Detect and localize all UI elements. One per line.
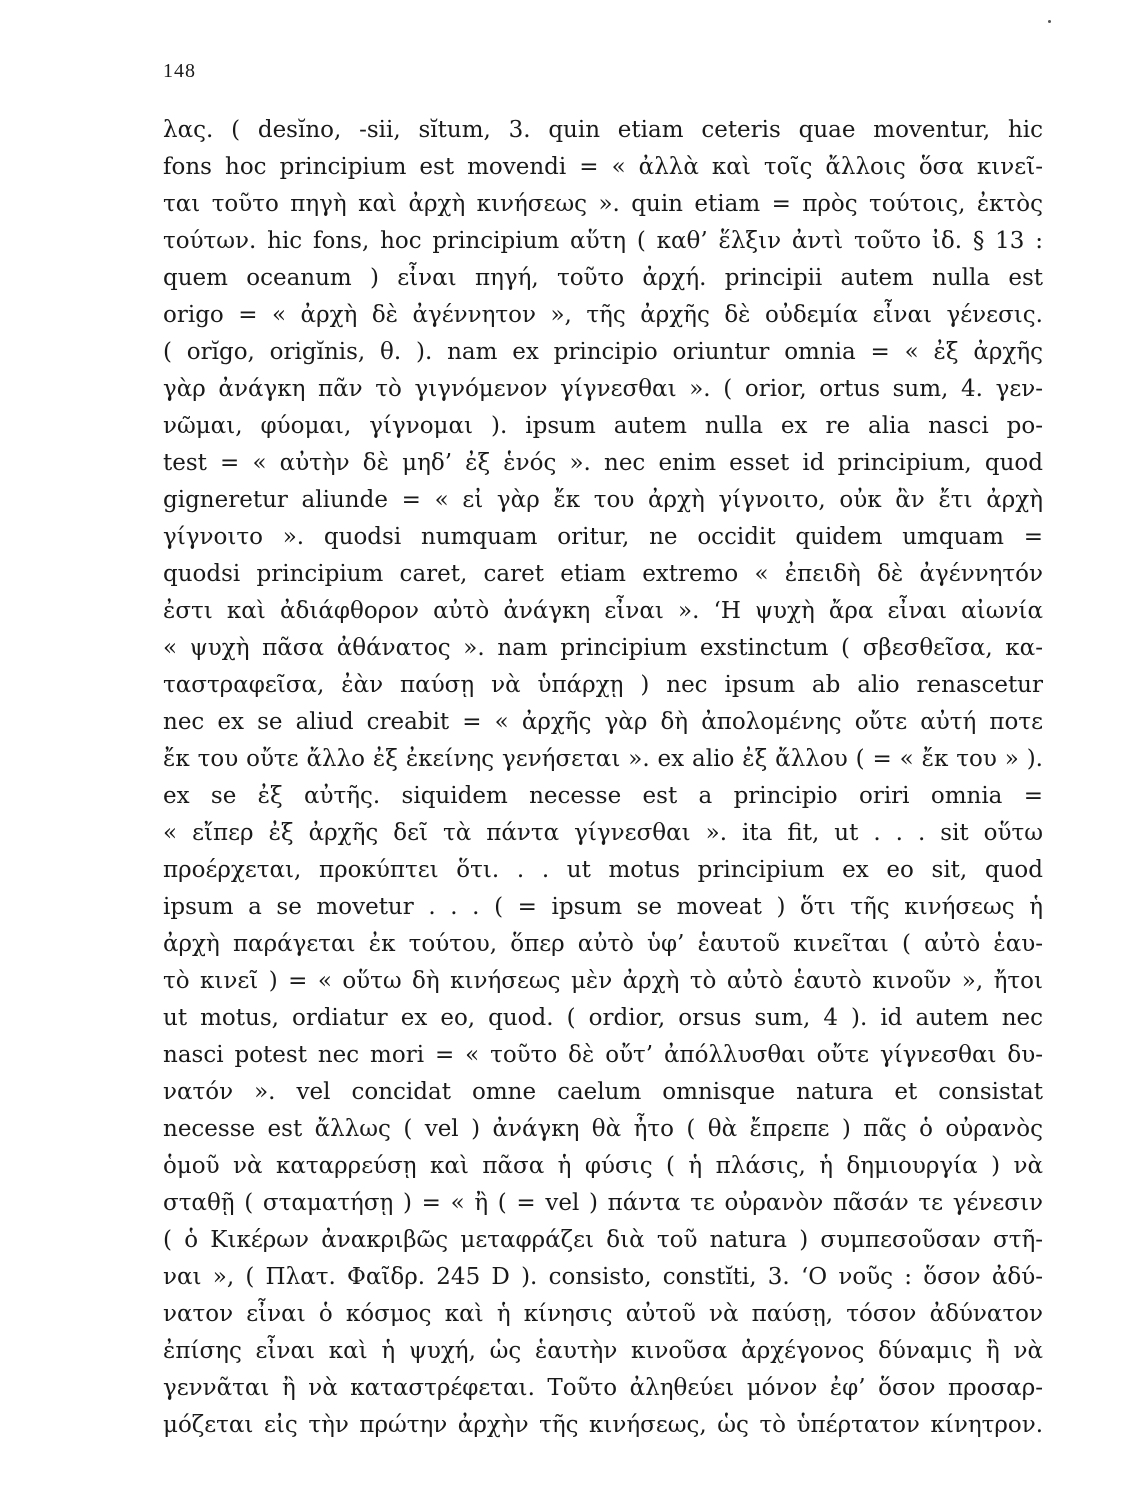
text-line: nasci potest nec mori = « τοῦτο δὲ οὔτ’ ἀπόλλυσθαι οὔτε γίγνεσθαι δυ-: [163, 1042, 1043, 1068]
text-line: ( orĭgo, origĭnis, θ. ). nam ex principio oriuntur omnia = « ἐξ ἀρχῆς: [163, 339, 1043, 365]
text-line: ὁμοῦ νὰ καταρρεύσῃ καὶ πᾶσα ἡ φύσις ( ἡ πλάσις, ἡ δημιουργία ) νὰ: [163, 1153, 1043, 1179]
scan-speck: [1048, 20, 1051, 23]
text-line: quem oceanum ) εἶναι πηγή, τοῦτο ἀρχή. principii autem nulla est: [163, 265, 1043, 291]
text-line: τὸ κινεῖ ) = « οὕτω δὴ κινήσεως μὲν ἀρχὴ τὸ αὐτὸ ἑαυτὸ κινοῦν », ἤτοι: [163, 968, 1043, 994]
text-line: τούτων. hic fons, hoc principium αὕτη ( καθ’ ἕλξιν ἀντὶ τοῦτο ἰδ. § 13 :: [163, 228, 1043, 254]
text-line: μόζεται εἰς τὴν πρώτην ἀρχὴν τῆς κινήσεως, ὡς τὸ ὑπέρτατον κίνητρον.: [163, 1412, 1043, 1438]
text-line: ται τοῦτο πηγὴ καὶ ἀρχὴ κινήσεως ». quin etiam = πρὸς τούτοις, ἐκτὸς: [163, 191, 1043, 217]
text-line: test = « αὐτὴν δὲ μηδ’ ἐξ ἑνός ». nec enim esset id principium, quod: [163, 450, 1043, 476]
text-line: quodsi principium caret, caret etiam extremo « ἐπειδὴ δὲ ἀγέννητόν: [163, 561, 1043, 587]
text-line: origo = « ἀρχὴ δὲ ἀγέννητον », τῆς ἀρχῆς δὲ οὐδεμία εἶναι γένεσις.: [163, 302, 1043, 328]
text-line: ut motus, ordiatur ex eo, quod. ( ordior, orsus sum, 4 ). id autem nec: [163, 1005, 1043, 1031]
text-line: νατον εἶναι ὁ κόσμος καὶ ἡ κίνησις αὐτοῦ νὰ παύσῃ, τόσον ἀδύνατον: [163, 1301, 1043, 1327]
text-line: ταστραφεῖσα, ἐὰν παύσῃ νὰ ὑπάρχῃ ) nec ipsum ab alio renascetur: [163, 672, 1043, 698]
text-line: necesse est ἄλλως ( vel ) ἀνάγκη θὰ ἦτο ( θὰ ἔπρεπε ) πᾶς ὁ οὐρανὸς: [163, 1116, 1043, 1142]
text-line: ( ὁ Κικέρων ἀνακριβῶς μεταφράζει διὰ τοῦ natura ) συμπεσοῦσαν στῆ-: [163, 1227, 1043, 1253]
text-line: « ψυχὴ πᾶσα ἀθάνατος ». nam principium exstinctum ( σβεσθεῖσα, κα-: [163, 635, 1043, 661]
text-line: ἐστι καὶ ἀδιάφθορον αὐτὸ ἀνάγκη εἶναι ». ‘Η ψυχὴ ἄρα εἶναι αἰωνία: [163, 598, 1043, 624]
page-number: 148: [163, 60, 196, 82]
text-line: ἀρχὴ παράγεται ἐκ τούτου, ὅπερ αὐτὸ ὑφ’ ἑαυτοῦ κινεῖται ( αὐτὸ ἑαυ-: [163, 931, 1043, 957]
text-line: προέρχεται, προκύπτει ὅτι. . . ut motus principium ex eo sit, quod: [163, 857, 1043, 883]
text-line: σταθῇ ( σταματήσῃ ) = « ἢ ( = vel ) πάντα τε οὐρανὸν πᾶσάν τε γένεσιν: [163, 1190, 1043, 1216]
text-line: γεννᾶται ἢ νὰ καταστρέφεται. Τοῦτο ἀληθεύει μόνον ἐφ’ ὅσον προσαρ-: [163, 1375, 1043, 1401]
text-line: fons hoc principium est movendi = « ἀλλὰ καὶ τοῖς ἄλλοις ὅσα κινεῖ-: [163, 154, 1043, 180]
text-line: gigneretur aliunde = « εἰ γὰρ ἔκ του ἀρχὴ γίγνοιτο, οὐκ ἂν ἔτι ἀρχὴ: [163, 487, 1043, 513]
text-line: νῶμαι, φύομαι, γίγνομαι ). ipsum autem nulla ex re alia nasci po-: [163, 413, 1043, 439]
text-line: ipsum a se movetur . . . ( = ipsum se moveat ) ὅτι τῆς κινήσεως ἡ: [163, 894, 1043, 920]
text-line: ἐπίσης εἶναι καὶ ἡ ψυχή, ὡς ἑαυτὴν κινοῦσα ἀρχέγονος δύναμις ἢ νὰ: [163, 1338, 1043, 1364]
text-line: λας. ( desĭno, -sii, sĭtum, 3. quin etiam ceteris quae moventur, hic: [163, 117, 1043, 143]
text-line: ἔκ του οὔτε ἄλλο ἐξ ἐκείνης γενήσεται ». ex alio ἐξ ἄλλου ( = « ἔκ του » ).: [163, 746, 1043, 772]
body-text: [163, 112, 1043, 1444]
text-line: nec ex se aliud creabit = « ἀρχῆς γὰρ δὴ ἀπολομένης οὔτε αὐτή ποτε: [163, 709, 1043, 735]
text-line: γίγνοιτο ». quodsi numquam oritur, ne occidit quidem umquam =: [163, 524, 1043, 550]
text-line: νατόν ». vel concidat omne caelum omnisque natura et consistat: [163, 1079, 1043, 1105]
text-line: γὰρ ἀνάγκη πᾶν τὸ γιγνόμενον γίγνεσθαι ». ( orior, ortus sum, 4. γεν-: [163, 376, 1043, 402]
text-line: « εἴπερ ἐξ ἀρχῆς δεῖ τὰ πάντα γίγνεσθαι ». ita fit, ut . . . sit οὕτω: [163, 820, 1043, 846]
text-line: ναι », ( Πλατ. Φαῖδρ. 245 D ). consisto, constĭti, 3. ‘Ο νοῦς : ὅσον ἀδύ-: [163, 1264, 1043, 1290]
text-line: ex se ἐξ αὐτῆς. siquidem necesse est a principio oriri omnia =: [163, 783, 1043, 809]
